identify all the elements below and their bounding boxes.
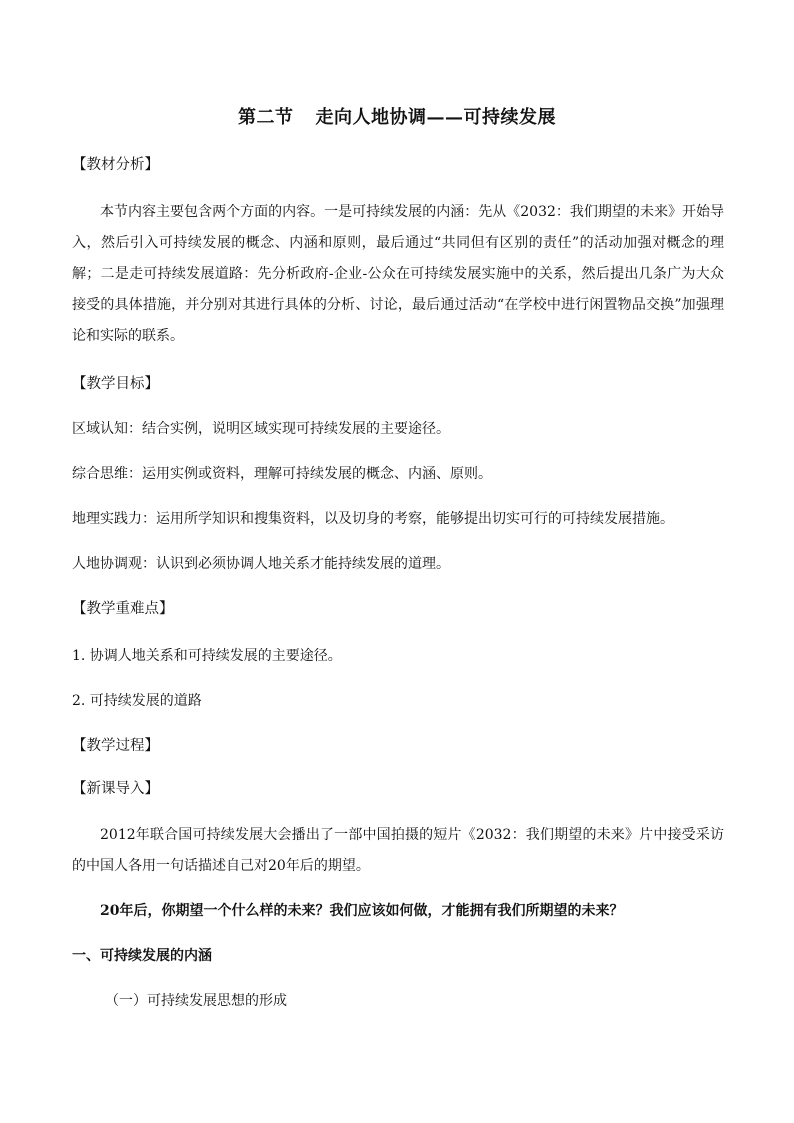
- subheading-part-1-1: （一）可持续发展思想的形成: [105, 993, 287, 1009]
- heading-textbook-analysis: 【教材分析】: [72, 157, 159, 173]
- textbook-analysis-paragraph: 本节内容主要包含两个方面的内容。一是可持续发展的内涵：先从《2032：我们期望的未来》开始导入，然后引入可持续发展的概念、内涵和原则，最后通过“共同但有区别的责任”的活动加强对概念的理解；二是走可持续发展道路：先分析政府-企业-公众在可持续发展实施中的关系，然后提出几条广为大众接受的具体措施，并分别对其进行具体的分析、讨论，最后通过活动“在学校中进行闲置物品交换”加强理论和实际的联系。: [72, 204, 724, 344]
- intro-question: 20年后，你期望一个什么样的未来？我们应该如何做，才能拥有我们所期望的未来？: [100, 903, 624, 919]
- intro-paragraph: 2012年联合国可持续发展大会播出了一部中国拍摄的短片《2032：我们期望的未来》片中接受采访的中国人各用一句话描述自己对20年后的期望。: [72, 827, 724, 874]
- heading-new-lesson-intro: 【新课导入】: [72, 781, 159, 797]
- key-point-2: 2. 可持续发展的道路: [72, 693, 202, 709]
- goal-practice-ability: 地理实践力：运用所学知识和搜集资料，以及切身的考察，能够提出切实可行的可持续发展措施。: [72, 511, 674, 527]
- goal-human-land-view: 人地协调观：认识到必须协调人地关系才能持续发展的道理。: [72, 556, 450, 572]
- heading-part-1: 一、可持续发展的内涵: [72, 948, 212, 964]
- title-main: 走向人地协调——可持续发展: [315, 107, 556, 128]
- heading-teaching-goals: 【教学目标】: [72, 376, 159, 392]
- goal-comprehensive-thinking: 综合思维：运用实例或资料，理解可持续发展的概念、内涵、原则。: [72, 466, 492, 482]
- goal-regional-cognition: 区域认知：结合实例，说明区域实现可持续发展的主要途径。: [72, 421, 450, 437]
- key-point-1: 1. 协调人地关系和可持续发展的主要途径。: [72, 648, 342, 664]
- title-section: 第二节: [238, 107, 294, 128]
- heading-key-points: 【教学重难点】: [72, 601, 174, 617]
- heading-teaching-process: 【教学过程】: [72, 738, 159, 754]
- page-title: [0, 103, 794, 129]
